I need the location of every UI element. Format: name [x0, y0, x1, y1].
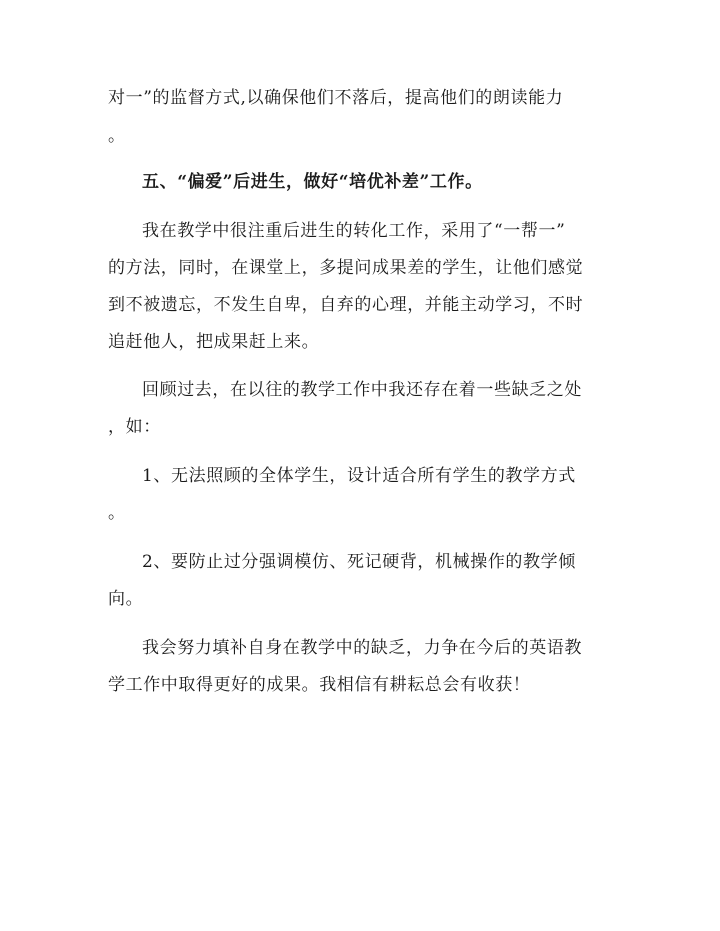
paragraph-2-line-3: 到不被遗忘，不发生自卑，自弃的心理，并能主动学习，不时 — [108, 295, 584, 315]
list-item-1-line-2: 。 — [108, 503, 126, 523]
paragraph-1-line-2: 。 — [108, 126, 126, 146]
paragraph-4-line-2: 学工作中取得更好的成果。我相信有耕耘总会有收获！ — [108, 675, 531, 695]
section-heading-5: 五、“偏爱”后进生，做好“培优补差”工作。 — [142, 172, 483, 192]
paragraph-4-line-1: 我会努力填补自身在教学中的缺乏，力争在今后的英语教 — [142, 638, 582, 658]
list-item-1-line-1: 1、无法照顾的全体学生，设计适合所有学生的教学方式 — [142, 466, 576, 486]
list-item-2-line-1: 2、要防止过分强调模仿、死记硬背，机械操作的教学倾 — [142, 552, 576, 572]
paragraph-3-line-1: 回顾过去，在以往的教学工作中我还存在着一些缺乏之处 — [142, 380, 582, 400]
list-item-2-line-2: 向。 — [108, 589, 144, 609]
paragraph-2-line-1: 我在教学中很注重后进生的转化工作，采用了“一帮一” — [142, 221, 566, 241]
paragraph-3-line-2: ，如： — [108, 417, 161, 437]
paragraph-2-line-2: 的方法，同时，在课堂上，多提问成果差的学生，让他们感觉 — [108, 258, 584, 278]
paragraph-2-line-4: 追赶他人，把成果赶上来。 — [108, 332, 320, 352]
paragraph-1-line-1: 对一”的监督方式,以确保他们不落后，提高他们的朗读能力 — [108, 88, 564, 108]
